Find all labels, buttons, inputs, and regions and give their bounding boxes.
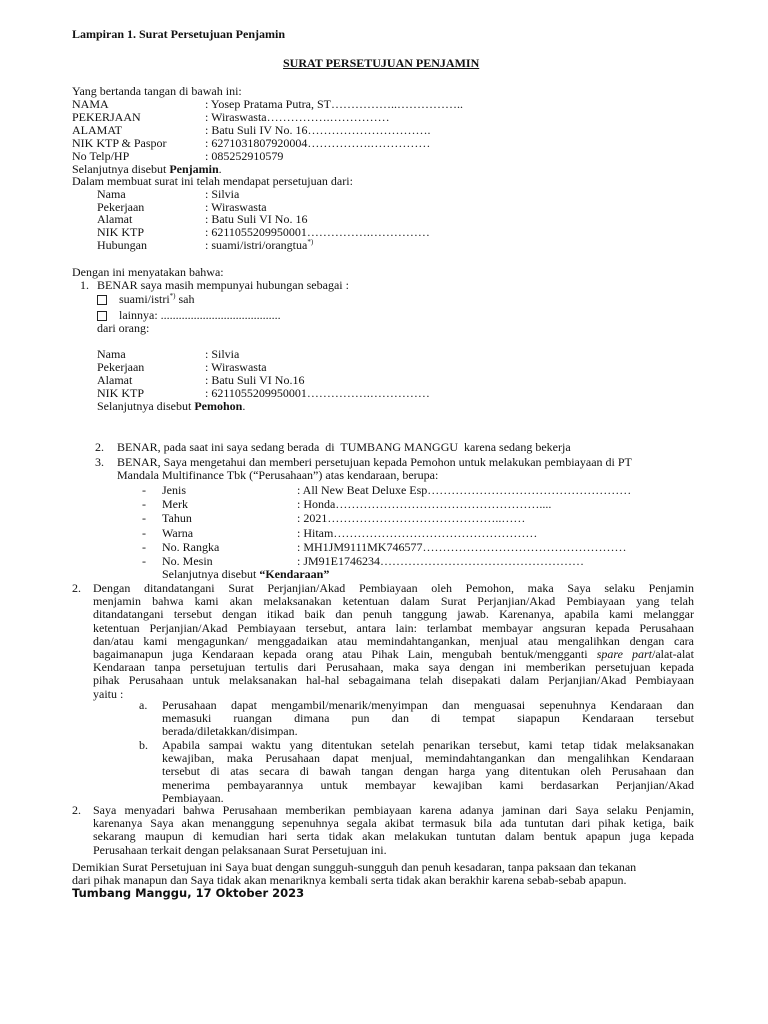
field-label: Pekerjaan <box>97 200 145 214</box>
from-person-label: dari orang: <box>97 321 150 335</box>
line-text: /alat-alat <box>652 647 694 662</box>
relation-value: : suami/istri/orangtua <box>205 238 308 252</box>
sub-letter: b. <box>139 738 148 752</box>
closing-line: Demikian Surat Persetujuan ini Saya buat dengan sungguh-sungguh dan penuh kesadaran, tanpa paksaan dan tekanan <box>72 860 637 874</box>
field-label: Tahun <box>162 511 192 525</box>
field-label: Alamat <box>97 373 133 387</box>
paragraph-line: ditandatangani tersebut dengan itikad baik dan penuh tanggung jawab. Karenanya, apabila kami melanggar <box>93 607 694 622</box>
bullet-dash: - <box>142 511 146 525</box>
field-value: : Batu Suli VI No. 16 <box>205 212 308 226</box>
field-label: NIK KTP & Paspor <box>72 136 167 150</box>
paragraph-line: kewajiban, maka Perusahaan dapat menjual, memindahtangankan dan mengalihkan Kendaraan <box>162 751 694 766</box>
clause-number: 2. <box>72 581 81 595</box>
field-label: No Telp/HP <box>72 149 130 163</box>
paragraph-line: Perusahaan dapat mengambil/menarik/menyimpan dan menguasai sepenuhnya Kendaraan dan <box>162 698 694 712</box>
paragraph-line: menerima pembayarannya untuk membayar kewajiban kami berdasarkan Perjanjian/Akad <box>162 777 694 792</box>
field-value: : Wiraswasta…………….…………… <box>205 110 390 124</box>
alias-suffix: . <box>218 162 222 176</box>
field-label: NAMA <box>72 97 109 111</box>
field-label: ALAMAT <box>72 123 122 137</box>
bullet-dash: - <box>142 540 146 554</box>
alias-name: Pemohon <box>194 399 243 413</box>
applicant-alias <box>97 400 245 413</box>
field-label: Nama <box>97 347 126 361</box>
alias-prefix: Selanjutnya disebut <box>162 567 260 581</box>
bullet-dash: - <box>142 497 146 511</box>
footnote-mark: *) <box>169 292 176 300</box>
paragraph-line: Saya menyadari bahwa Perusahaan memberikan pembiayaan karena adanya jaminan dari Saya selaku Penjamin, <box>93 803 694 817</box>
field-label: Warna <box>162 526 194 540</box>
italic-term: spare part <box>596 647 652 662</box>
point-number: 1. <box>80 278 89 292</box>
field-value: : 6211055209950001…………….…………… <box>205 386 430 400</box>
point-text: Mandala Multifinance Tbk (“Perusahaan”) atas kendaraan, berupa: <box>117 468 439 482</box>
checkbox-other[interactable] <box>97 311 107 321</box>
clause-paragraph <box>93 582 694 701</box>
field-label: Hubungan <box>97 238 147 252</box>
paragraph-line: menjamin bahwa kami akan melaksanakan ketentuan dalam Surat Perjanjian/Akad Pembiayaan yang telah <box>93 594 694 609</box>
footnote-mark: *) <box>307 238 314 246</box>
alias-prefix: Selanjutnya disebut <box>72 162 170 176</box>
field-value: : 2021……………………………………..…… <box>297 511 526 525</box>
field-value: : Wiraswasta <box>205 200 267 214</box>
field-label: NIK KTP <box>97 386 144 400</box>
paragraph-line: Kendaraan tanpa persetujuan tertulis dari Perusahaan, maka saya dengan ini memberikan persetujuan kepada <box>93 660 694 675</box>
point-number: 2. <box>95 440 104 454</box>
paragraph-line: memasuki ruangan dimana pun dan di tempat siapapun Kendaraan tersebut <box>162 711 694 726</box>
field-label: Jenis <box>162 483 186 497</box>
alias-prefix: Selanjutnya disebut <box>97 399 195 413</box>
sub-paragraph-a <box>162 699 694 739</box>
closing-line: dari pihak manapun dan Saya tidak akan menariknya kembali serta tidak akan berakhir karena sebab-sebab apapun. <box>72 873 627 887</box>
point-text: BENAR, Saya mengetahui dan memberi persetujuan kepada Pemohon untuk melakukan pembiayaan di PT <box>117 455 632 469</box>
field-value: : Batu Suli IV No. 16…………………………. <box>205 123 431 137</box>
paragraph-line-last: Perusahaan terkait dengan pelaksanaan Surat Persetujuan ini. <box>93 842 387 857</box>
paragraph-line-last: berada/diletakkan/disimpan. <box>162 724 298 739</box>
field-value <box>205 239 313 252</box>
field-label: Alamat <box>97 212 133 226</box>
vehicle-alias <box>162 568 329 581</box>
field-value: : JM91E1746234…………………………………………… <box>297 554 585 568</box>
paragraph-line-last: yaitu : <box>93 686 124 701</box>
field-value: : MH1JM9111MK746577…………………………………………… <box>297 540 627 554</box>
paragraph-line: ketentuan Perjanjian/Akad Pembiayaan tersebut, antara lain: terlambat membayar angsuran kepada Perusahaan <box>93 620 694 635</box>
option-text: suami/istri <box>119 292 170 306</box>
line-text: bagaimanapun juga Kendaraan kepada orang atau Pihak Lain, mengubah bentuk/mengganti <box>93 647 597 662</box>
bullet-dash: - <box>142 554 146 568</box>
field-value: : Wiraswasta <box>205 360 267 374</box>
bullet-dash: - <box>142 483 146 497</box>
alias-suffix: . <box>242 399 246 413</box>
field-label: Pekerjaan <box>97 360 145 374</box>
field-label: PEKERJAAN <box>72 110 141 124</box>
document-title: SURAT PERSETUJUAN PENJAMIN <box>283 56 480 70</box>
point-text: BENAR saya masih mempunyai hubungan sebagai : <box>97 278 349 292</box>
field-value: : All New Beat Deluxe Esp…………………………………………… <box>297 483 632 497</box>
point-number: 3. <box>95 455 104 469</box>
field-value: : 6271031807920004…………….…………… <box>205 136 431 150</box>
field-value: : 6211055209950001…………….…………… <box>205 225 430 239</box>
paragraph-line: sekarang maupun di kemudian hari serta tidak akan melakukan tuntutan dalam bentuk apapun juga kepada <box>93 829 694 844</box>
point-text: BENAR, pada saat ini saya sedang berada di TUMBANG MANGGU karena sedang bekerja <box>117 440 571 454</box>
alias-name: Penjamin <box>169 162 219 176</box>
field-label: Merk <box>162 497 188 511</box>
option-text: sah <box>175 292 195 306</box>
paragraph-line: dan/atau kami mengagunkan/ menggadaikan atau memindahtangankan, menjual atau mengalihkan dengan cara <box>93 633 694 648</box>
paragraph-line: karenanya Saya akan menanggung sepenuhnya segala akibat termasuk bila ada tuntutan dari pihak ketiga, baik <box>93 816 694 831</box>
paragraph-line-last: Pembiayaan. <box>162 790 224 805</box>
field-label: No. Rangka <box>162 540 220 554</box>
option-spouse-label <box>119 293 195 306</box>
clause-paragraph <box>93 804 694 857</box>
alias-name: “Kendaraan” <box>259 567 330 581</box>
declaration-intro: Dengan ini menyatakan bahwa: <box>72 265 224 279</box>
option-other-label: lainnya: ........................................ <box>119 308 281 322</box>
field-value: : 085252910579 <box>205 149 284 163</box>
sub-paragraph-b <box>162 739 694 805</box>
paragraph-line: pihak Perusahaan untuk melaksanakan hal-hal sebagaimana telah disepakati dalam Perjanjian/Akad Pembiayaan <box>93 673 694 688</box>
attachment-label: Lampiran 1. Surat Persetujuan Penjamin <box>72 27 285 41</box>
field-value: : Silvia <box>205 347 240 361</box>
field-value: : Hitam…………………………………………… <box>297 526 538 540</box>
checkbox-spouse[interactable] <box>97 295 107 305</box>
field-label: Nama <box>97 187 126 201</box>
field-value: : Yosep Pratama Putra, ST……………..…………….. <box>205 97 463 111</box>
paragraph-line: tersebut di atas secara di bawah tangan dengan harga yang ditentukan oleh Perusahaan dan <box>162 764 694 779</box>
field-label: No. Mesin <box>162 554 213 568</box>
clause-number: 2. <box>72 803 81 817</box>
field-value: : Silvia <box>205 187 240 201</box>
sub-letter: a. <box>139 698 148 712</box>
field-label: NIK KTP <box>97 225 144 239</box>
consent-intro: Dalam membuat surat ini telah mendapat persetujuan dari: <box>72 174 353 188</box>
field-value: : Batu Suli VI No.16 <box>205 373 305 387</box>
paragraph-line: Apabila sampai waktu yang ditentukan setelah penarikan tersebut, kami tetap tidak melaksanakan <box>162 738 694 752</box>
bullet-dash: - <box>142 526 146 540</box>
field-value: : Honda…………………………………………….... <box>297 497 552 511</box>
paragraph-line: Dengan ditandatangani Surat Perjanjian/Akad Pembiayaan oleh Pemohon, maka Saya selaku Penjamin <box>93 581 694 595</box>
place-date: Tumbang Manggu, 17 Oktober 2023 <box>72 886 305 900</box>
intro-text: Yang bertanda tangan di bawah ini: <box>72 84 242 98</box>
